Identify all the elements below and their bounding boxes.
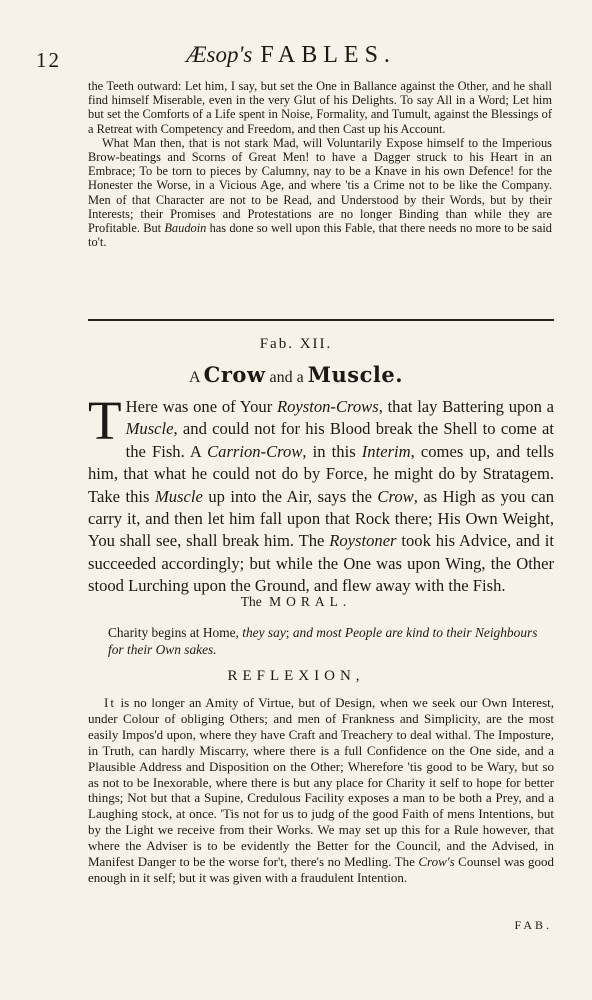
previous-paragraph-2-name: Baudoin <box>164 221 207 236</box>
fable-text-11: up into the Air, says the <box>202 486 378 506</box>
fable-title-and: and a <box>269 369 304 386</box>
reflexion-text-2: Counsel was good enough in it self; but it was given with a fraudulent Intention. <box>88 854 554 885</box>
previous-paragraph-2-text: What Man then, that is not stark Mad, will Voluntarily Expose himself to the Imperious Brow-beatings and Scorns of Great Men! to have a Dagger struck to his Heart in an Embrace; To be torn to pieces by Calumny, nay to be a Knave in his own Defence! for the Honester the Worse, in a Vicious Age, and where 'tis a Crime not to be like the Company. Men of that Character are not to be Read, and Understood by their Words, but by their Interests; their Promises and Protestations are no longer Binding than while they are Profitable. But <box>88 135 552 236</box>
previous-paragraph-1: the Teeth outward: Let him, I say, but set the One in Ballance against the Other, and he shall find himself Miserable, even in the very Glut of his Delights. To say All in a Word; Let him but set the Comforts of a Life spent in Noise, Formality, and Tumult, against the Blessings of a Retreat with Competency and Freedom, and then Cast up his Account. <box>88 79 552 136</box>
drop-cap: T <box>88 390 122 451</box>
moral-text-1: Charity begins at Home, <box>108 625 243 640</box>
fable-text-10: Muscle <box>154 486 203 506</box>
reflexion-crow: Crow's <box>418 854 455 870</box>
fable-title-crow: Crow <box>203 362 266 387</box>
moral-text-3: ; <box>285 625 293 640</box>
running-head <box>24 42 558 76</box>
fable-text-6: Carrion-Crow <box>207 441 303 461</box>
fable-text-2: Royston-Crows <box>276 397 379 416</box>
moral-text <box>108 624 554 658</box>
section-divider <box>88 319 554 321</box>
fable-text-3: , that lay Battering upon a <box>378 397 554 416</box>
previous-fable-continuation <box>88 79 552 249</box>
fable-text-5: , and could not for his Blood break the Shell to come at the Fish. A <box>125 419 554 461</box>
reflexion-heading: REFLEXION, <box>227 668 365 684</box>
catchword: FAB. <box>514 918 552 932</box>
fable-text-14: Roystoner <box>329 531 397 551</box>
fable-paragraph <box>88 390 554 598</box>
running-title <box>24 42 558 69</box>
reflexion-paragraph <box>88 695 554 886</box>
fable-text-15: took his Advice, and it succeeded accordingly; but while the One was upon Wing, the Other stood Lurching upon the Ground, and flew away with the Fish. <box>88 531 554 596</box>
fable-title <box>0 362 592 387</box>
moral-heading-the: The <box>240 594 262 609</box>
fable-text-4: Muscle <box>125 419 174 439</box>
fable-text-9: , comes up, and tells him, that what he could not do by Force, he might do by Stratagem. Take this <box>88 441 554 506</box>
fable-text-7: , in this <box>302 441 362 461</box>
fable-text <box>88 390 554 598</box>
reflexion-first-word: It <box>104 695 116 710</box>
fable-text-1: Here was one of Your <box>125 397 277 416</box>
fable-title-muscle: Muscle. <box>307 362 404 387</box>
moral-text-2: they say <box>242 625 286 640</box>
moral-heading <box>0 594 592 610</box>
fable-text-12: Crow <box>377 486 414 506</box>
reflexion-text-1: is no longer an Amity of Virtue, but of Design, when we seek our Own Interest, under Colour of obliging Others; and men of Frankness and Simplicity, are the most easily Impos'd upon, where they have Craft and Treachery to deal withal. The Imposture, in Truth, can hardly Miscarry, where there is a full Confidence on the One side, and a Plausible Address and Disposition on the Other; Wherefore 'tis good to be Wary, but so as not to be Inexorable, where there is but any place for Charity it self to hope for better things; Not but that a Supine, Credulous Facility exposes a man to be both a Prey, and a Laughing stock, at once. 'Tis not for us to judg of the good Faith of mens Intentions, but by the Light we receive from their Works. We may set up this for a Rule however, that where the Adviser is to be evidently the Better for the Council, and the Advised, in Manifest Danger to be the worse for't, there's no Medling. The <box>88 695 554 870</box>
previous-paragraph-2-end: has done so well upon this Fable, that there needs no more to be said to't. <box>88 221 552 250</box>
fable-text-13: , as High as you can carry it, and then let him fall upon that Rock there; His Own Weight, You shall see, shall break him. The <box>88 486 554 551</box>
running-title-fables: FABLES. <box>260 42 396 68</box>
page-number: 12 <box>36 48 61 72</box>
reflexion-text <box>88 695 554 886</box>
previous-paragraph-2 <box>88 136 552 250</box>
moral-heading-word: MORAL. <box>269 594 352 609</box>
fable-title-a: A <box>188 369 200 386</box>
fable-number: Fab. XII. <box>259 336 333 352</box>
fable-text-8: Interim <box>361 441 411 461</box>
running-title-aesop: Æsop's <box>186 42 253 67</box>
moral-text-4: and most People are kind to their Neighbours for their Own sakes. <box>108 625 538 657</box>
